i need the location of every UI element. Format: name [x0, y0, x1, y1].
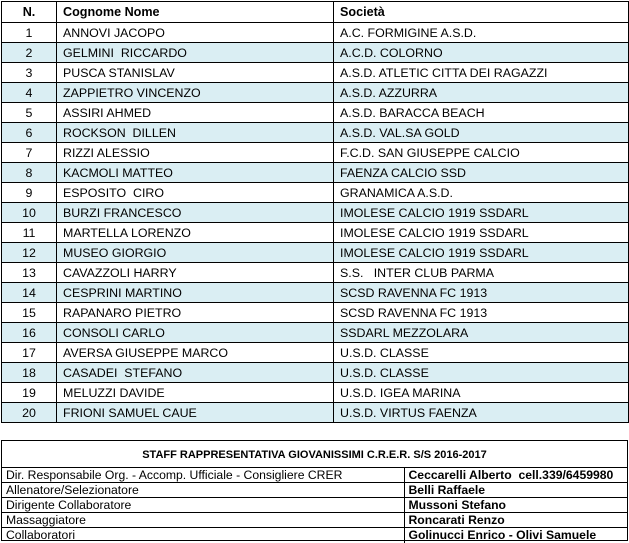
row-number: 4 [2, 83, 57, 103]
row-number: 17 [2, 343, 57, 363]
table-row [2, 63, 629, 83]
staff-row [2, 468, 627, 483]
row-number: 16 [2, 323, 57, 343]
table-row [2, 203, 629, 223]
club-name: IMOLESE CALCIO 1919 SSDARL [334, 243, 629, 263]
player-name: ESPOSITO CIRO [57, 183, 334, 203]
staff-role: Dirigente Collaboratore [2, 498, 404, 513]
table-row [2, 263, 629, 283]
row-number: 20 [2, 403, 57, 423]
table-row [2, 83, 629, 103]
player-name: CAVAZZOLI HARRY [57, 263, 334, 283]
player-name: MUSEO GIORGIO [57, 243, 334, 263]
row-number: 3 [2, 63, 57, 83]
staff-person: Golinucci Enrico - Olivi Samuele [404, 528, 627, 543]
table-row [2, 143, 629, 163]
player-name: MARTELLA LORENZO [57, 223, 334, 243]
table-row [2, 103, 629, 123]
row-number: 2 [2, 43, 57, 63]
club-name: SSDARL MEZZOLARA [334, 323, 629, 343]
club-name: U.S.D. CLASSE [334, 343, 629, 363]
club-name: U.S.D. VIRTUS FAENZA [334, 403, 629, 423]
table-row [2, 223, 629, 243]
staff-person: Ceccarelli Alberto cell.339/6459980 [404, 468, 627, 483]
staff-role: Collaboratori [2, 528, 404, 543]
table-row [2, 383, 629, 403]
player-name: PUSCA STANISLAV [57, 63, 334, 83]
staff-row [2, 513, 627, 528]
club-name: SCSD RAVENNA FC 1913 [334, 303, 629, 323]
row-number: 5 [2, 103, 57, 123]
table-row [2, 123, 629, 143]
player-name: ZAPPIETRO VINCENZO [57, 83, 334, 103]
table-row [2, 403, 629, 423]
row-number: 14 [2, 283, 57, 303]
player-name: ROCKSON DILLEN [57, 123, 334, 143]
row-number: 19 [2, 383, 57, 403]
club-name: A.S.D. AZZURRA [334, 83, 629, 103]
row-number: 10 [2, 203, 57, 223]
staff-role: Dir. Responsabile Org. - Accomp. Ufficiale - Consigliere CRER [2, 468, 404, 483]
row-number: 13 [2, 263, 57, 283]
row-number: 18 [2, 363, 57, 383]
row-number: 12 [2, 243, 57, 263]
row-number: 15 [2, 303, 57, 323]
club-name: S.S. INTER CLUB PARMA [334, 263, 629, 283]
staff-person: Mussoni Stefano [404, 498, 627, 513]
club-name: IMOLESE CALCIO 1919 SSDARL [334, 223, 629, 243]
player-name: RIZZI ALESSIO [57, 143, 334, 163]
staff-row [2, 528, 627, 543]
player-name: FRIONI SAMUEL CAUE [57, 403, 334, 423]
player-name: KACMOLI MATTEO [57, 163, 334, 183]
table-row [2, 183, 629, 203]
club-name: U.S.D. CLASSE [334, 363, 629, 383]
staff-role: Massaggiatore [2, 513, 404, 528]
club-name: SCSD RAVENNA FC 1913 [334, 283, 629, 303]
player-name: BURZI FRANCESCO [57, 203, 334, 223]
table-row [2, 323, 629, 343]
staff-role: Allenatore/Selezionatore [2, 483, 404, 498]
row-number: 7 [2, 143, 57, 163]
row-number: 11 [2, 223, 57, 243]
table-row [2, 283, 629, 303]
club-name: U.S.D. IGEA MARINA [334, 383, 629, 403]
player-name: CESPRINI MARTINO [57, 283, 334, 303]
club-name: A.S.D. VAL.SA GOLD [334, 123, 629, 143]
club-name: GRANAMICA A.S.D. [334, 183, 629, 203]
players-table [1, 1, 629, 423]
player-name: CASADEI STEFANO [57, 363, 334, 383]
club-name: FAENZA CALCIO SSD [334, 163, 629, 183]
staff-row [2, 483, 627, 498]
table-row [2, 303, 629, 323]
row-number: 9 [2, 183, 57, 203]
staff-row [2, 498, 627, 513]
staff-box [1, 440, 628, 541]
row-number: 1 [2, 23, 57, 43]
table-row [2, 163, 629, 183]
club-name: A.C. FORMIGINE A.S.D. [334, 23, 629, 43]
staff-title: STAFF RAPPRESENTATIVA GIOVANISSIMI C.R.E.R. S/S 2016-2017 [142, 449, 487, 461]
player-name: GELMINI RICCARDO [57, 43, 334, 63]
staff-table [2, 467, 627, 543]
table-row [2, 23, 629, 43]
table-row [2, 343, 629, 363]
player-name: MELUZZI DAVIDE [57, 383, 334, 403]
staff-person: Roncarati Renzo [404, 513, 627, 528]
staff-person: Belli Raffaele [404, 483, 627, 498]
table-row [2, 363, 629, 383]
player-name: CONSOLI CARLO [57, 323, 334, 343]
player-name: AVERSA GIUSEPPE MARCO [57, 343, 334, 363]
player-name: RAPANARO PIETRO [57, 303, 334, 323]
club-name: F.C.D. SAN GIUSEPPE CALCIO [334, 143, 629, 163]
header-name: Cognome Nome [57, 2, 334, 23]
player-name: ANNOVI JACOPO [57, 23, 334, 43]
player-name: ASSIRI AHMED [57, 103, 334, 123]
header-club: Società [334, 2, 629, 23]
table-row [2, 243, 629, 263]
table-row [2, 43, 629, 63]
club-name: A.S.D. ATLETIC CITTA DEI RAGAZZI [334, 63, 629, 83]
club-name: IMOLESE CALCIO 1919 SSDARL [334, 203, 629, 223]
row-number: 8 [2, 163, 57, 183]
row-number: 6 [2, 123, 57, 143]
club-name: A.C.D. COLORNO [334, 43, 629, 63]
header-row [2, 2, 629, 23]
header-number: N. [2, 2, 57, 23]
club-name: A.S.D. BARACCA BEACH [334, 103, 629, 123]
